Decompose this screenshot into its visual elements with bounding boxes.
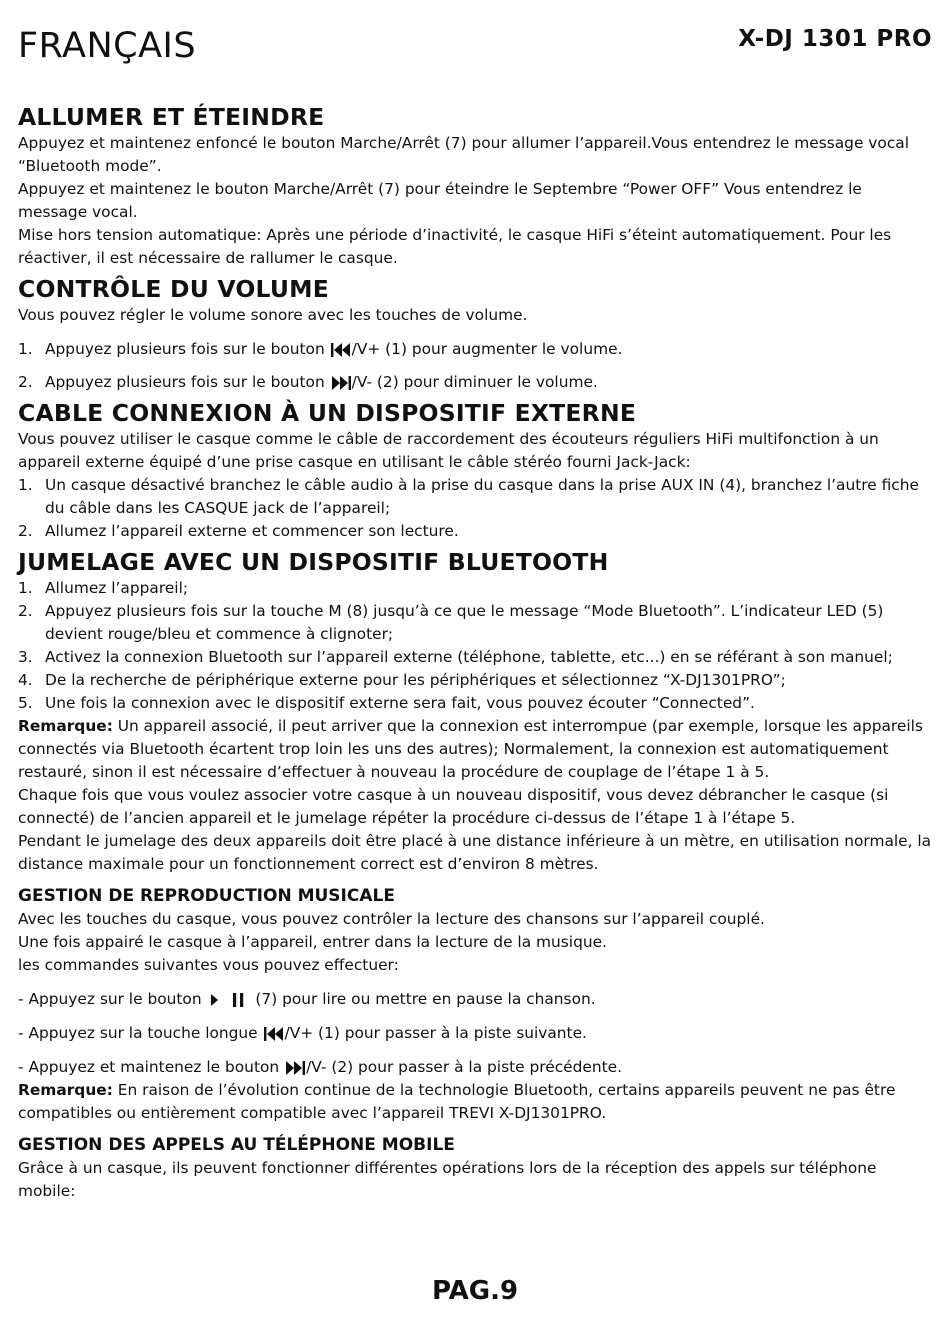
power-paragraph-1: Appuyez et maintenez enfoncé le bouton Marche/Arrêt (7) pour allumer l’appareil.Vous entendrez le message vocal “Bluetooth mode”. bbox=[18, 134, 909, 175]
list-text: /V- (2) pour diminuer le volume. bbox=[351, 373, 598, 391]
section-title-volume: CONTRÔLE DU VOLUME bbox=[18, 275, 329, 303]
command-text: /V+ (1) pour passer à la piste suivante. bbox=[284, 1024, 587, 1042]
command-text: - Appuyez sur le bouton bbox=[18, 990, 202, 1008]
command-text: (7) pour lire ou mettre en pause la chanson. bbox=[255, 990, 596, 1008]
play-pause-icon bbox=[207, 991, 251, 1009]
list-item bbox=[18, 520, 934, 543]
music-note bbox=[18, 1079, 934, 1125]
music-command-1 bbox=[18, 988, 934, 1011]
note-label: Remarque: bbox=[18, 717, 113, 735]
section-title-power: ALLUMER ET ÉTEINDRE bbox=[18, 103, 325, 131]
music-paragraph-3: les commandes suivantes vous pouvez effectuer: bbox=[18, 956, 399, 974]
list-item bbox=[18, 338, 934, 361]
list-item bbox=[18, 669, 934, 692]
calls-paragraph-1: Grâce à un casque, ils peuvent fonctionner différentes opérations lors de la réception des appels sur téléphone mobile: bbox=[18, 1159, 877, 1200]
list-item bbox=[18, 600, 934, 646]
list-item bbox=[18, 371, 934, 394]
list-number: 2. bbox=[18, 522, 33, 540]
music-paragraph-1: Avec les touches du casque, vous pouvez contrôler la lecture des chansons sur l’appareil couplé. bbox=[18, 910, 765, 928]
volume-intro: Vous pouvez régler le volume sonore avec les touches de volume. bbox=[18, 306, 528, 324]
volume-list bbox=[18, 338, 934, 394]
list-text: Allumez l’appareil externe et commencer son lecture. bbox=[45, 522, 459, 540]
list-number: 1. bbox=[18, 340, 33, 358]
command-text: /V- (2) pour passer à la piste précédente. bbox=[306, 1058, 623, 1076]
list-number: 2. bbox=[18, 602, 33, 620]
section-title-calls: GESTION DES APPELS AU TÉLÉPHONE MOBILE bbox=[18, 1135, 455, 1155]
cable-list bbox=[18, 474, 934, 543]
list-number: 2. bbox=[18, 373, 33, 391]
power-paragraph-2: Appuyez et maintenez le bouton Marche/Arrêt (7) pour éteindre le Septembre “Power OFF” Vous entendrez le message vocal. bbox=[18, 180, 862, 221]
pairing-paragraph-3: Pendant le jumelage des deux appareils doit être placé à une distance inférieure à un mètre, en utilisation normale, la distance maximale pour un fonctionnement correct est d’environ 8 mètres. bbox=[18, 832, 932, 873]
list-number: 3. bbox=[18, 648, 33, 666]
list-text: Appuyez plusieurs fois sur le bouton bbox=[45, 373, 325, 391]
list-item bbox=[18, 577, 934, 600]
pairing-list bbox=[18, 577, 934, 715]
previous-track-icon bbox=[330, 341, 352, 359]
next-track-icon bbox=[284, 1059, 306, 1077]
command-text: - Appuyez et maintenez le bouton bbox=[18, 1058, 280, 1076]
section-title-pairing: JUMELAGE AVEC UN DISPOSITIF BLUETOOTH bbox=[18, 548, 609, 576]
list-text: Un casque désactivé branchez le câble audio à la prise du casque dans la prise AUX IN (4), branchez l’autre fiche du câble dans les CASQUE jack de l’appareil; bbox=[45, 476, 919, 517]
section-title-cable: CABLE CONNEXION À UN DISPOSITIF EXTERNE bbox=[18, 399, 637, 427]
list-number: 1. bbox=[18, 476, 33, 494]
list-text: Allumez l’appareil; bbox=[45, 579, 189, 597]
music-command-2 bbox=[18, 1022, 934, 1045]
model-name: X-DJ 1301 PRO bbox=[738, 26, 932, 52]
list-text: De la recherche de périphérique externe pour les périphériques et sélectionnez “X-DJ1301PRO”; bbox=[45, 671, 786, 689]
cable-intro: Vous pouvez utiliser le casque comme le câble de raccordement des écouteurs réguliers HiFi multifonction à un appareil externe équipé d’une prise casque en utilisant le câble stéréo fourni Jack-Jack: bbox=[18, 430, 879, 471]
list-item bbox=[18, 646, 934, 669]
section-title-music: GESTION DE REPRODUCTION MUSICALE bbox=[18, 886, 395, 906]
list-text: Appuyez plusieurs fois sur la touche M (8) jusqu’à ce que le message “Mode Bluetooth”. L’indicateur LED (5) devient rouge/bleu et commence à clignoter; bbox=[45, 602, 884, 643]
list-item bbox=[18, 692, 934, 715]
pairing-paragraph-2: Chaque fois que vous voulez associer votre casque à un nouveau dispositif, vous devez débrancher le casque (si connecté) de l’ancien appareil et le jumelage répéter la procédure ci-dessus de l’étape 1 à l’étape 5. bbox=[18, 786, 889, 827]
list-text: Une fois la connexion avec le dispositif externe sera fait, vous pouvez écouter “Connected”. bbox=[45, 694, 755, 712]
language-heading: FRANÇAIS bbox=[18, 26, 197, 66]
list-number: 5. bbox=[18, 694, 33, 712]
power-paragraph-3: Mise hors tension automatique: Après une période d’inactivité, le casque HiFi s’éteint automatiquement. Pour les réactiver, il est nécessaire de rallumer le casque. bbox=[18, 226, 892, 267]
previous-track-icon bbox=[263, 1025, 285, 1043]
note-label: Remarque: bbox=[18, 1081, 113, 1099]
list-text: Appuyez plusieurs fois sur le bouton bbox=[45, 340, 325, 358]
note-text: En raison de l’évolution continue de la technologie Bluetooth, certains appareils peuvent ne pas être compatibles ou entièrement compatible avec l’appareil TREVI X-DJ1301PRO. bbox=[18, 1081, 896, 1122]
list-text: /V+ (1) pour augmenter le volume. bbox=[351, 340, 623, 358]
list-number: 4. bbox=[18, 671, 33, 689]
command-text: - Appuyez sur la touche longue bbox=[18, 1024, 258, 1042]
music-paragraph-2: Une fois appairé le casque à l’appareil, entrer dans la lecture de la musique. bbox=[18, 933, 607, 951]
list-item bbox=[18, 474, 934, 520]
next-track-icon bbox=[330, 374, 352, 392]
list-number: 1. bbox=[18, 579, 33, 597]
pairing-note bbox=[18, 715, 934, 784]
document-body bbox=[18, 102, 934, 1203]
page-number: PAG.9 bbox=[431, 1276, 519, 1306]
list-text: Activez la connexion Bluetooth sur l’appareil externe (téléphone, tablette, etc...) en se référant à son manuel; bbox=[45, 648, 893, 666]
music-command-3 bbox=[18, 1056, 934, 1079]
note-text: Un appareil associé, il peut arriver que la connexion est interrompue (par exemple, lorsque les appareils connectés via Bluetooth écartent trop loin les uns des autres); Normalement, la connexion est automatiquement restauré, sinon il est nécessaire d’effectuer à nouveau la procédure de couplage de l’étape 1 à 5. bbox=[18, 717, 923, 781]
